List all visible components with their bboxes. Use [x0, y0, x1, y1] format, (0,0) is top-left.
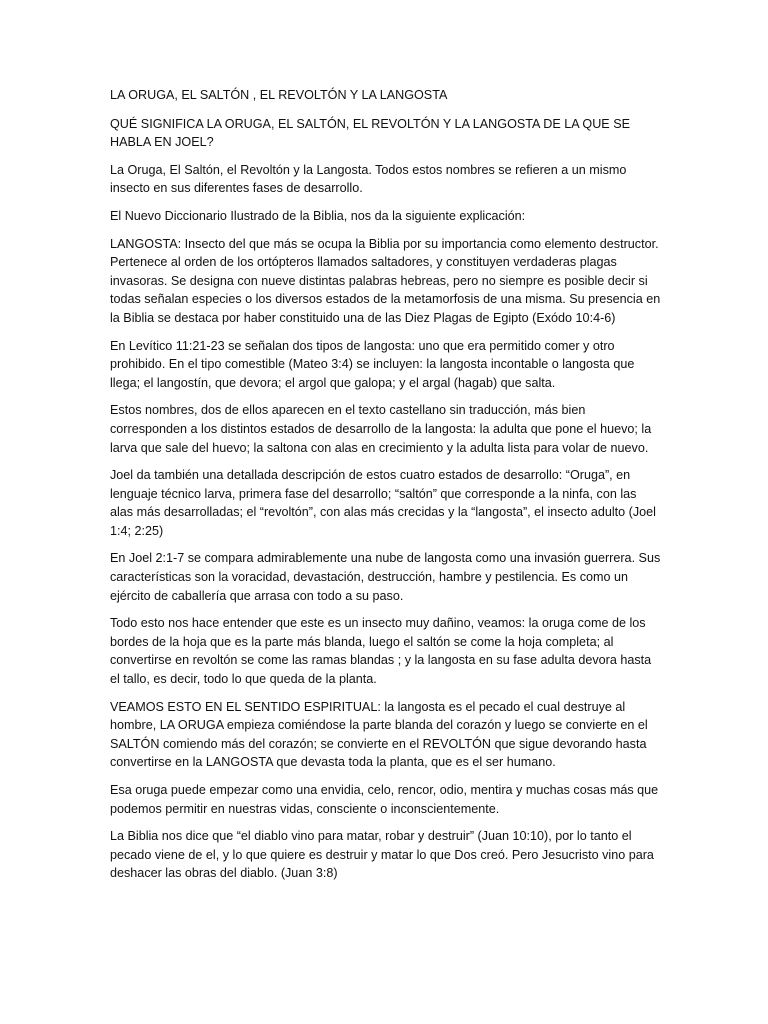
paragraph-levitico: En Levítico 11:21-23 se señalan dos tipos de langosta: uno que era permitido comer y otro prohibido. En el tipo comestible (Mateo 3:4) se incluyen: la langosta incontable o langosta que llega; el langostín, que devora; el argol que galopa; y el argal (hagab) que salta.: [110, 338, 635, 390]
document-title: LA ORUGA, EL SALTÓN , EL REVOLTÓN Y LA LANGOSTA: [110, 88, 448, 102]
paragraph-dictionary: El Nuevo Diccionario Ilustrado de la Biblia, nos da la siguiente explicación:: [110, 208, 526, 223]
paragraph-damage: Todo esto nos hace entender que este es un insecto muy dañino, veamos: la oruga come de los bordes de la hoja que es la parte más blanda, luego el saltón se come la hoja completa; al convertirse en revoltón se come las ramas blandas ; y la langosta en su fase adulta devora hasta el tallo, es decir, todo lo que queda de la planta.: [110, 616, 652, 687]
document-page: [110, 86, 662, 892]
paragraph-spiritual: VEAMOS ESTO EN EL SENTIDO ESPIRITUAL: la langosta es el pecado el cual destruye al hombre, LA ORUGA empieza comiéndose la parte blanda del corazón y luego se convierte en el SALTÓN comiendo más del corazón; se convierte en el REVOLTÓN que sigue devorando hasta convertirse en la LANGOSTA que devasta toda la planta, que es el ser humano.: [110, 699, 648, 770]
paragraph-intro: La Oruga, El Saltón, el Revoltón y la Langosta. Todos estos nombres se refieren a un mismo insecto en sus diferentes fases de desarrollo.: [110, 162, 627, 196]
paragraph-joel-invasion: En Joel 2:1-7 se compara admirablemente una nube de langosta como una invasión guerrera. Sus características son la voracidad, devastación, destrucción, hambre y pestilencia. Es como un ejército de caballería que arrasa con todo a su paso.: [110, 551, 661, 603]
paragraph-oruga-sins: Esa oruga puede empezar como una envidia, celo, rencor, odio, mentira y muchas cosas más que podemos permitir en nuestras vidas, consciente o inconscientemente.: [110, 783, 659, 816]
paragraph-bible-quote: La Biblia nos dice que “el diablo vino para matar, robar y destruir” (Juan 10:10), por lo tanto el pecado viene de el, y lo que quiere es destruir y matar lo que Dos creó. Pero Jesucristo vino para deshacer las obras del diablo. (Juan 3:8): [110, 829, 654, 881]
paragraph-langosta-definition: LANGOSTA: Insecto del que más se ocupa la Biblia por su importancia como elemento destructor. Pertenece al orden de los ortópteros llamados saltadores, y constituyen verdaderas plagas invasoras. Se designa con nueve distintas palabras hebreas, pero no siempre es posible decir si todas señalan especies o los diversos estados de la metamorfosis de una misma. Su presencia en la Biblia se destaca por haber constituido una de las Diez Plagas de Egipto (Exódo 10:4-6): [110, 236, 661, 325]
paragraph-names: Estos nombres, dos de ellos aparecen en el texto castellano sin traducción, más bien corresponden a los distintos estados de desarrollo de la langosta: la adulta que pone el huevo; la larva que sale del huevo; la saltona con alas en crecimiento y la adulta lista para volar de nuevo.: [110, 403, 652, 455]
paragraph-joel-stages: Joel da también una detallada descripción de estos cuatro estados de desarrollo: “Oruga”, en lenguaje técnico larva, primera fase del desarrollo; “saltón” que corresponde a la ninfa, con las alas más desarrolladas; el “revoltón”, con alas más crecidas y la “langosta”, el insecto adulto (Joel 1:4; 2:25): [110, 468, 656, 538]
paragraph-question: QUÉ SIGNIFICA LA ORUGA, EL SALTÓN, EL REVOLTÓN Y LA LANGOSTA DE LA QUE SE HABLA EN JOEL?: [110, 116, 631, 150]
